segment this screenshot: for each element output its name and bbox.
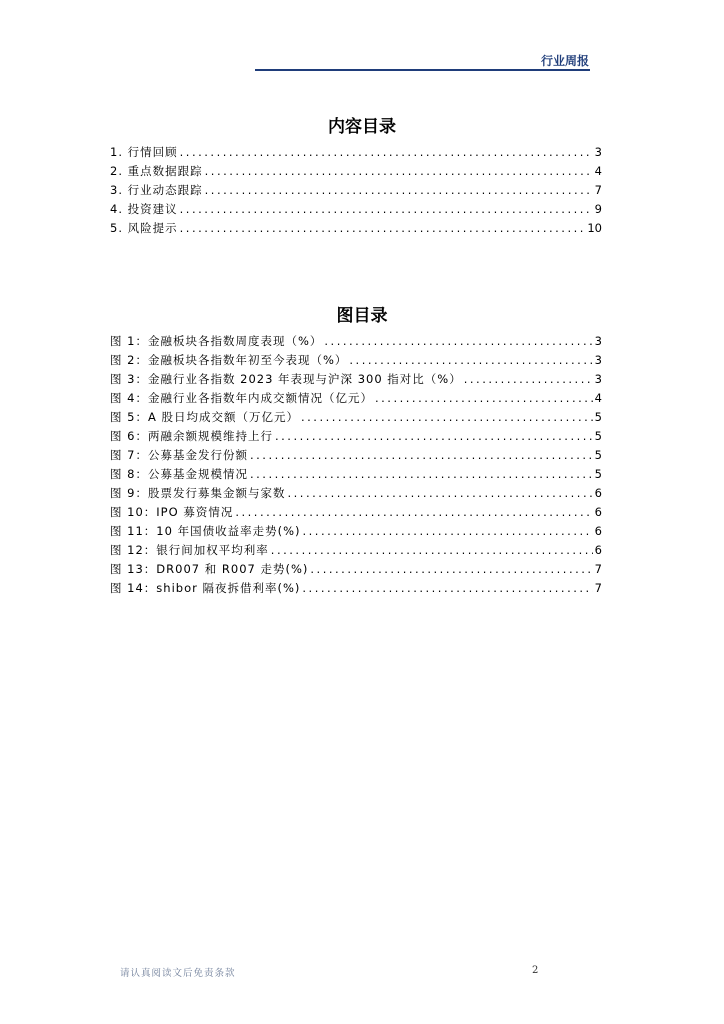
figure-entry-label: 图 1：金融板块各指数周度表现（%） — [110, 334, 323, 348]
figure-entry-page: 5 — [594, 410, 602, 424]
figure-entry-page: 5 — [594, 429, 602, 443]
leader-dots — [349, 352, 592, 368]
figure-entry-page: 7 — [594, 581, 602, 595]
leader-dots — [464, 371, 593, 387]
figure-entry-label: 图 13：DR007 和 R007 走势(%) — [110, 562, 309, 576]
figure-entry-label: 图 14：shibor 隔夜拆借利率(%) — [110, 581, 301, 595]
figure-entry-page: 5 — [594, 467, 602, 481]
figure-entry-10[interactable] — [110, 504, 602, 520]
page-number: 2 — [532, 965, 539, 976]
leader-dots — [375, 390, 593, 406]
leader-dots — [180, 144, 593, 160]
figure-entry-6[interactable] — [110, 428, 602, 444]
figure-entry-page: 3 — [594, 372, 602, 386]
figure-entry-page: 3 — [594, 334, 602, 348]
leader-dots — [235, 504, 592, 520]
figure-entry-11[interactable] — [110, 523, 602, 539]
figure-entry-1[interactable] — [110, 333, 602, 349]
toc-title: 内容目录 — [328, 117, 396, 137]
toc-entry-1[interactable] — [110, 144, 602, 160]
leader-dots — [287, 485, 592, 501]
leader-dots — [310, 561, 592, 577]
figure-entry-label: 图 7：公募基金发行份额 — [110, 448, 248, 462]
toc-entry-page: 4 — [594, 164, 602, 178]
figure-entry-4[interactable] — [110, 390, 602, 406]
figure-entry-label: 图 6：两融余额规模维持上行 — [110, 429, 273, 443]
figure-entry-label: 图 3：金融行业各指数 2023 年表现与沪深 300 指对比（%） — [110, 372, 462, 386]
figure-entry-label: 图 12：银行间加权平均利率 — [110, 543, 269, 557]
toc-entry-label: 2. 重点数据跟踪 — [110, 164, 203, 178]
figure-entry-label: 图 5：A 股日均成交额（万亿元） — [110, 410, 299, 424]
leader-dots — [180, 220, 586, 236]
figure-entry-8[interactable] — [110, 466, 602, 482]
leader-dots — [180, 201, 593, 217]
report-type-label: 行业周报 — [540, 54, 589, 68]
leader-dots — [302, 523, 592, 539]
figure-entry-7[interactable] — [110, 447, 602, 463]
figure-entry-label: 图 11：10 年国债收益率走势(%) — [110, 524, 301, 538]
figure-entry-page: 6 — [594, 505, 602, 519]
figure-entry-page: 6 — [594, 486, 602, 500]
figure-list-title: 图目录 — [336, 306, 388, 326]
figure-entry-5[interactable] — [110, 409, 602, 425]
leader-dots — [205, 163, 593, 179]
figure-entry-page: 4 — [594, 391, 602, 405]
footer-disclaimer: 请认真阅读文后免责条款 — [120, 968, 236, 979]
figure-entry-3[interactable] — [110, 371, 602, 387]
leader-dots — [205, 182, 593, 198]
figure-entry-label: 图 10：IPO 募资情况 — [110, 505, 234, 519]
leader-dots — [271, 542, 593, 558]
toc-entry-page: 9 — [594, 202, 602, 216]
toc-entry-label: 1. 行情回顾 — [110, 145, 178, 159]
toc-entry-page: 3 — [594, 145, 602, 159]
figure-entry-label: 图 9：股票发行募集金额与家数 — [110, 486, 286, 500]
toc-entry-4[interactable] — [110, 201, 602, 217]
leader-dots — [302, 580, 592, 596]
leader-dots — [324, 333, 592, 349]
figure-entry-12[interactable] — [110, 542, 602, 558]
toc-entry-label: 4. 投资建议 — [110, 202, 178, 216]
leader-dots — [250, 466, 593, 482]
figure-entry-page: 6 — [594, 524, 602, 538]
figure-entry-page: 3 — [594, 353, 602, 367]
figure-entry-label: 图 2：金融板块各指数年初至今表现（%） — [110, 353, 348, 367]
leader-dots — [275, 428, 593, 444]
figure-entry-2[interactable] — [110, 352, 602, 368]
figure-entry-14[interactable] — [110, 580, 602, 596]
figure-entry-label: 图 4：金融行业各指数年内成交额情况（亿元） — [110, 391, 373, 405]
toc-entry-3[interactable] — [110, 182, 602, 198]
leader-dots — [250, 447, 593, 463]
toc-entry-page: 10 — [587, 221, 602, 235]
toc-entry-label: 5. 风险提示 — [110, 221, 178, 235]
toc-entry-2[interactable] — [110, 163, 602, 179]
toc-entry-label: 3. 行业动态跟踪 — [110, 183, 203, 197]
toc-entry-5[interactable] — [110, 220, 602, 236]
figure-entry-page: 5 — [594, 448, 602, 462]
leader-dots — [301, 409, 593, 425]
figure-entry-label: 图 8：公募基金规模情况 — [110, 467, 248, 481]
figure-entry-9[interactable] — [110, 485, 602, 501]
figure-entry-page: 7 — [594, 562, 602, 576]
toc-entry-page: 7 — [594, 183, 602, 197]
figure-entry-13[interactable] — [110, 561, 602, 577]
figure-entry-page: 6 — [594, 543, 602, 557]
header-divider — [255, 69, 590, 71]
